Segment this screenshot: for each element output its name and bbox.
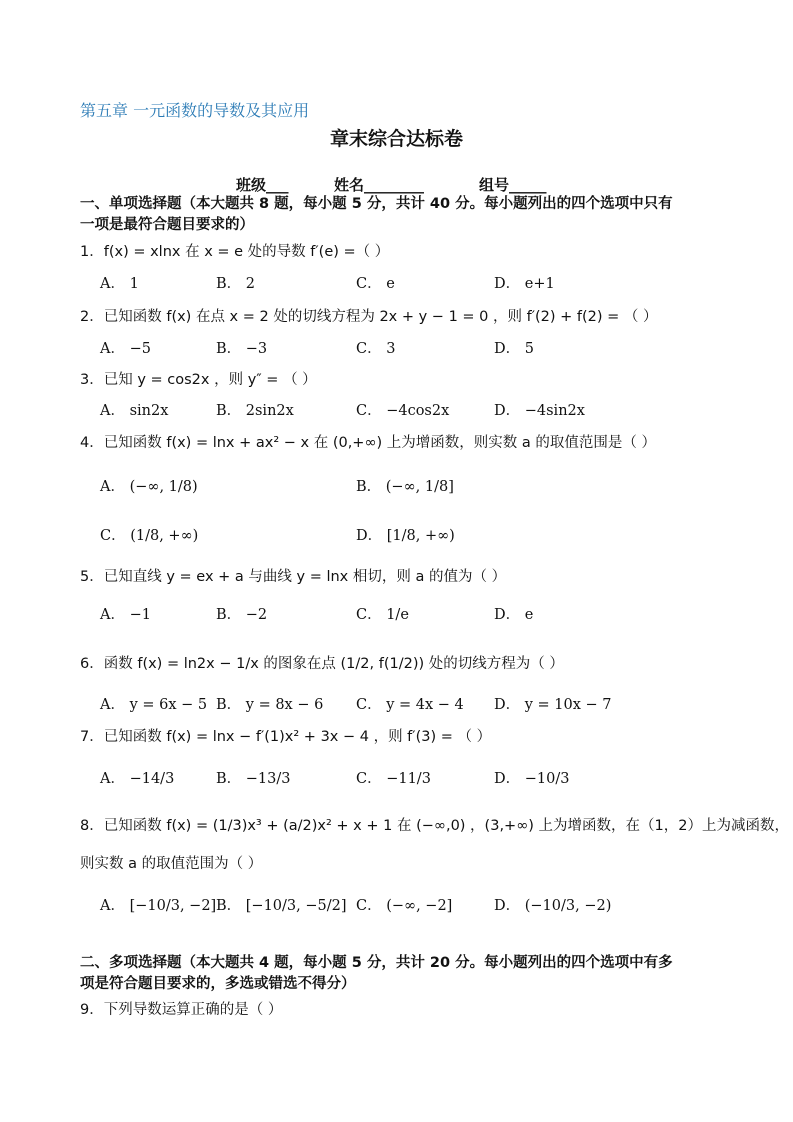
question-8-option-a: A． [−10/3, −2] (100, 898, 217, 914)
section1-heading-line1: 一、单项选择题（本大题共 8 题，每小题 5 分，共计 40 分。每小题列出的四个选项中只有 (80, 196, 673, 212)
section1-heading-line2: 一项是最符合题目要求的） (80, 217, 254, 233)
question-8-option-c: C． (−∞, −2] (356, 898, 453, 914)
question-7-option-b: B． −13/3 (216, 771, 291, 787)
question-7-option-a: A． −14/3 (100, 771, 175, 787)
question-9-stem: 9．下列导数运算正确的是（ ） (80, 1002, 283, 1018)
question-4-option-d: D． [1/8, +∞) (356, 528, 455, 544)
class-field: 班级___ (236, 176, 289, 194)
question-6-option-d: D． y = 10x − 7 (494, 697, 612, 713)
question-4-option-a: A． (−∞, 1/8) (100, 479, 198, 495)
question-7-stem: 7．已知函数 f(x) = lnx − f′(1)x² + 3x − 4 ，则 f′(3) = （ ） (80, 729, 492, 745)
question-8-stem-continued: 则实数 a 的取值范围为（ ） (80, 856, 263, 872)
group-field: 组号_____ (479, 176, 547, 194)
question-4-stem: 4．已知函数 f(x) = lnx + ax² − x 在 (0,+∞) 上为增函数，则实数 a 的取值范围是（ ） (80, 435, 657, 451)
chapter-heading: 第五章 一元函数的导数及其应用 (80, 101, 310, 120)
question-1-option-a: A． 1 (100, 276, 139, 292)
question-8-option-d: D． (−10/3, −2) (494, 898, 612, 914)
question-2-option-b: B． −3 (216, 341, 268, 357)
question-2-option-d: D． 5 (494, 341, 534, 357)
question-5-option-d: D． e (494, 607, 534, 623)
question-3-stem: 3．已知 y = cos2x ，则 y″ = （ ） (80, 372, 317, 388)
question-3-option-d: D． −4sin2x (494, 403, 585, 419)
question-3-option-c: C． −4cos2x (356, 403, 450, 419)
name-field: 姓名________ (334, 176, 425, 194)
question-7-option-c: C． −11/3 (356, 771, 431, 787)
question-2-stem: 2．已知函数 f(x) 在点 x = 2 处的切线方程为 2x + y − 1 = 0 ，则 f′(2) + f(2) = （ ） (80, 309, 658, 325)
question-6-stem: 6．函数 f(x) = ln2x − 1/x 的图象在点 (1/2, f(1/2)) 处的切线方程为（ ） (80, 656, 564, 672)
question-3-option-b: B． 2sin2x (216, 403, 294, 419)
question-1-option-b: B． 2 (216, 276, 255, 292)
question-2-option-c: C． 3 (356, 341, 396, 357)
question-6-option-a: A． y = 6x − 5 (100, 697, 208, 713)
question-4-option-c: C． (1/8, +∞) (100, 528, 199, 544)
question-8-option-b: B． [−10/3, −5/2] (216, 898, 347, 914)
question-6-option-c: C． y = 4x − 4 (356, 697, 464, 713)
question-6-option-b: B． y = 8x − 6 (216, 697, 324, 713)
question-5-option-a: A． −1 (100, 607, 151, 623)
question-2-option-a: A． −5 (100, 341, 151, 357)
section2-heading-line2: 项是符合题目要求的，多选或错选不得分） (80, 976, 356, 992)
section2-heading-line1: 二、多项选择题（本大题共 4 题，每小题 5 分，共计 20 分。每小题列出的四个选项中有多 (80, 955, 673, 971)
question-1-option-c: C． e (356, 276, 395, 292)
page-title: 章末综合达标卷 (329, 128, 463, 150)
question-1-stem: 1．f(x) = xlnx 在 x = e 处的导数 f′(e) =（ ） (80, 244, 390, 260)
question-1-option-d: D． e+1 (494, 276, 555, 292)
question-8-stem: 8．已知函数 f(x) = (1/3)x³ + (a/2)x² + x + 1 在 (−∞,0) ，(3,+∞) 上为增函数，在（1，2）上为减函数， (80, 818, 789, 834)
question-7-option-d: D． −10/3 (494, 771, 570, 787)
question-4-option-b: B． (−∞, 1/8] (356, 479, 454, 495)
question-5-option-c: C． 1/e (356, 607, 409, 623)
question-3-option-a: A． sin2x (100, 403, 169, 419)
question-5-stem: 5．已知直线 y = ex + a 与曲线 y = lnx 相切，则 a 的值为（ ） (80, 569, 507, 585)
question-5-option-b: B． −2 (216, 607, 268, 623)
